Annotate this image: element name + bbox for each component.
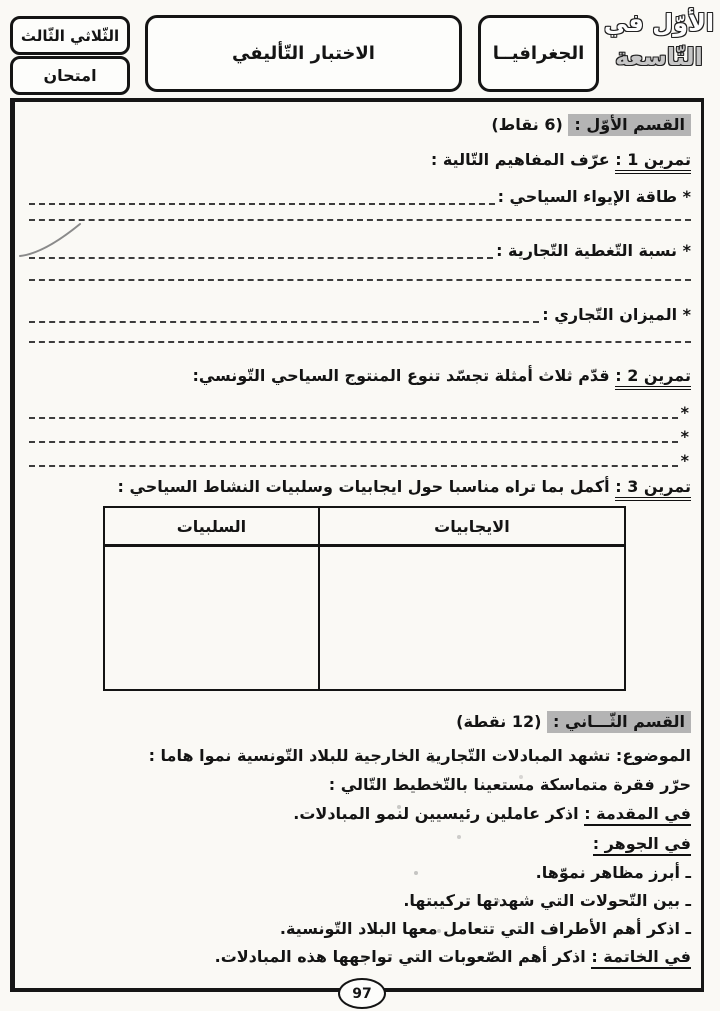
starred-answer-line: [29, 401, 691, 423]
exercise1-heading: [27, 147, 691, 173]
handwritten-mark: [16, 220, 88, 262]
page-number: 97: [338, 978, 386, 1009]
body-heading: [27, 831, 691, 857]
answer-dashes: [29, 203, 495, 205]
content-frame: [10, 98, 704, 992]
table-header-cons: السلبيات: [176, 516, 247, 536]
section2-title: القسم الثّـــاني :: [547, 711, 691, 733]
star-bullet: *: [680, 451, 689, 470]
body-label: في الجوهر :: [593, 834, 691, 856]
table-body-row: [105, 547, 624, 689]
concept-label: * الميزان التّجاري :: [542, 305, 691, 324]
exercise3-heading: [27, 474, 691, 500]
conclusion-label: في الخاتمة :: [591, 947, 691, 969]
concept-label: * نسبة التّغطية التّجارية :: [496, 241, 691, 260]
table-header-row: [105, 508, 624, 547]
answer-dashes: [29, 465, 678, 467]
logo-line2: التّاسعة: [615, 43, 703, 71]
answer-dashes: [29, 321, 539, 323]
exercise2-prompt: قدّم ثلاث أمثلة تجسّد تنوع المنتوج السياحي التّونسي:: [192, 366, 610, 385]
subject-box: الجغرافيــا: [478, 15, 599, 92]
answer-dashes: [29, 441, 678, 443]
exercise3-prompt: أكمل بما تراه مناسبا حول ايجابيات وسلبيات النشاط السياحي :: [117, 477, 610, 496]
scan-noise: [0, 0, 2, 2]
body-item: ـ بين التّحولات التي شهدتها تركيبتها.: [403, 891, 691, 910]
answer-dashes: [29, 257, 493, 259]
starred-answer-line: [29, 449, 691, 471]
exercise3-label: تمرين 3 :: [615, 477, 691, 501]
star-bullet: *: [680, 403, 689, 422]
concept-line: [29, 239, 691, 263]
body-item: ـ أبرز مظاهر نموّها.: [535, 863, 691, 882]
topic-text: تشهد المبادلات التّجارية الخارجية للبلاد التّونسية نموا هاما :: [148, 746, 611, 765]
answer-line: [29, 341, 691, 343]
section2-points: (12 نقطة): [456, 712, 542, 731]
logo-line1: الأوّل في: [603, 9, 715, 37]
section2-header: [27, 709, 691, 735]
exercise1-prompt: عرّف المفاهيم التّالية :: [430, 150, 610, 169]
trimester-box: الثّلاثي الثّالث: [10, 16, 130, 55]
exercise2-label: تمرين 2 :: [615, 366, 691, 390]
exercise1-label: تمرين 1 :: [615, 150, 691, 174]
concept-label: * طاقة الإيواء السياحي :: [497, 187, 691, 206]
concept-line: [29, 185, 691, 209]
instruction-line: حرّر فقرة متماسكة مستعينا بالتّخطيط التّالي :: [328, 775, 691, 794]
conclusion-text: اذكر أهم الصّعوبات التي تواجهها هذه المبادلات.: [214, 947, 586, 966]
topic-line: [27, 743, 691, 769]
conclusion-line: [27, 944, 691, 970]
star-bullet: *: [680, 427, 689, 446]
answer-line: [29, 219, 691, 221]
section1-header: [27, 112, 691, 138]
section1-points: (6 نقاط): [491, 115, 563, 134]
starred-answer-line: [29, 425, 691, 447]
table-body-cons: [105, 547, 318, 689]
topic-label: الموضوع:: [615, 746, 691, 765]
intro-line: [27, 801, 691, 827]
section1-title: القسم الأوّل :: [568, 114, 691, 136]
intro-text: اذكر عاملين رئيسيين لنمو المبادلات.: [293, 804, 579, 823]
exam-type-box: امتحان: [10, 56, 130, 95]
exam-title-box: الاختبار التّأليفي: [145, 15, 462, 92]
concept-line: [29, 303, 691, 327]
table-header-pros: الايجابيات: [318, 508, 624, 544]
publisher-logo: [598, 6, 720, 74]
intro-label: في المقدمة :: [584, 804, 691, 826]
table-body-pros: [318, 547, 624, 689]
pros-cons-table: [103, 506, 626, 691]
answer-line: [29, 279, 691, 281]
exercise2-heading: [27, 363, 691, 389]
body-item: ـ اذكر أهم الأطراف التي تتعامل معها البلاد التّونسية.: [279, 919, 691, 938]
answer-dashes: [29, 417, 678, 419]
